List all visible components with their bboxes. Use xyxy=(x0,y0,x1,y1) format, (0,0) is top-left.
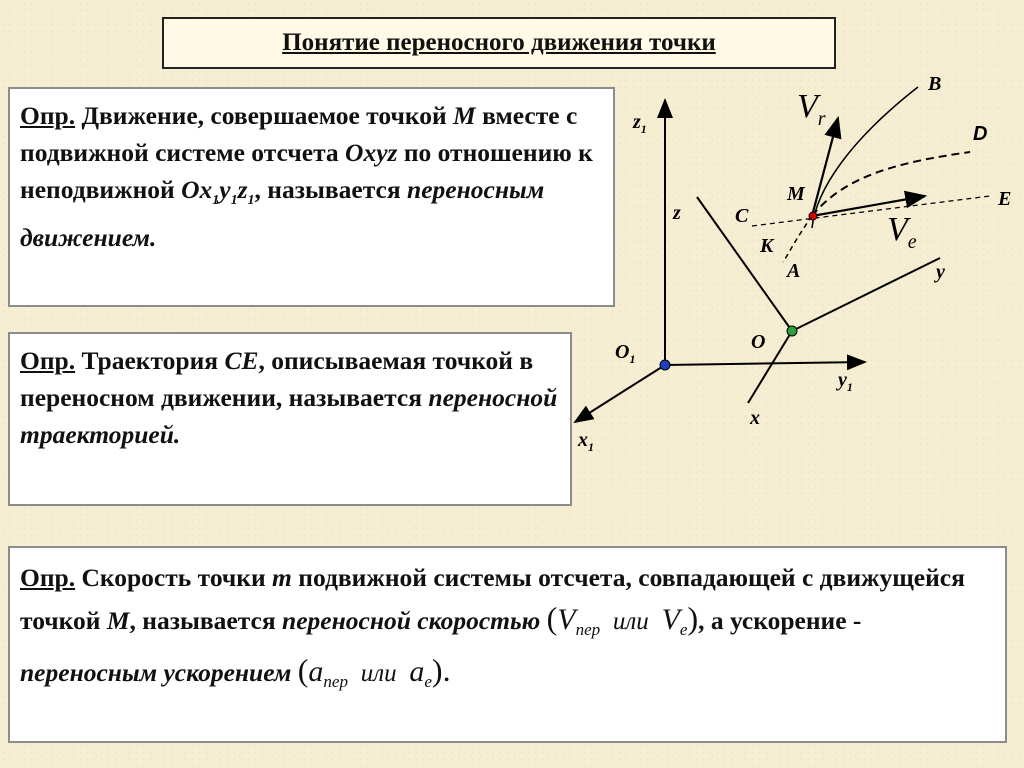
def-subscript: 1 xyxy=(212,193,220,209)
def-text: , называется xyxy=(129,606,283,635)
def-lead: Опр. xyxy=(20,101,76,130)
def-subscript: 1 xyxy=(230,193,238,209)
label-e: E xyxy=(998,188,1012,210)
symbol-a: a xyxy=(409,655,425,688)
paren: ). xyxy=(431,652,451,688)
def-symbol: M xyxy=(106,606,130,635)
definition-box-2 xyxy=(8,332,572,506)
symbol-subscript: пер xyxy=(323,672,348,691)
def-symbol: z xyxy=(237,175,248,204)
label-z1: $z_1$ xyxy=(633,111,647,136)
page-title: Понятие переносного движения точки xyxy=(282,29,716,56)
origin-o-point xyxy=(787,326,797,336)
axis-x1-line xyxy=(575,365,665,422)
def-lead: Опр. xyxy=(20,346,76,375)
word-or: или xyxy=(612,608,649,635)
trajectory-ab-dashed xyxy=(783,216,812,262)
def-term: переносной скоростью xyxy=(282,606,541,635)
label-o1: $O_1$ xyxy=(615,341,636,366)
paren: ) xyxy=(687,600,699,636)
def-text: Траектория xyxy=(75,346,225,375)
definition-box-1 xyxy=(8,87,615,307)
label-x1: $x_1$ xyxy=(578,429,594,454)
def-text: , описываемая точкой в переносном движении, называется xyxy=(20,346,534,412)
label-a: A xyxy=(787,260,801,282)
definition-box-3 xyxy=(8,546,1007,743)
def-text: , а ускорение - xyxy=(698,606,862,635)
symbol-v: V xyxy=(661,603,680,636)
def-symbol: Ox xyxy=(181,175,213,204)
definition-1-text xyxy=(10,89,613,256)
title-box xyxy=(162,17,836,69)
definition-2-text xyxy=(10,334,570,453)
label-z: z xyxy=(673,202,681,224)
label-k: K xyxy=(760,235,774,257)
symbol-subscript: e xyxy=(424,672,432,691)
label-x: x xyxy=(750,407,760,429)
trajectory-md xyxy=(812,152,970,216)
label-o: O xyxy=(751,331,766,353)
label-y: y xyxy=(936,261,945,283)
label-d: D xyxy=(973,123,988,145)
label-m: M xyxy=(787,183,805,205)
def-text: вместе с подвижной системе отсчета xyxy=(20,101,578,167)
def-lead: Опр. xyxy=(20,563,76,592)
def-text: , называется xyxy=(254,175,408,204)
symbol-a: a xyxy=(308,655,324,688)
def-symbol: M xyxy=(453,101,476,130)
def-text: Скорость точки xyxy=(75,563,273,592)
def-term: переносным движением. xyxy=(20,175,545,253)
def-text: подвижной системы отсчета, совпадающей с движущейся точкой xyxy=(20,563,965,635)
def-term: переносным ускорением xyxy=(20,658,292,687)
def-symbol: y xyxy=(219,175,231,204)
axis-y1-line xyxy=(665,362,865,365)
point-m xyxy=(809,212,817,220)
def-symbol: Oxyz xyxy=(345,138,398,167)
def-symbol: CE xyxy=(224,346,259,375)
paren: ( xyxy=(546,600,558,636)
word-or: или xyxy=(360,660,397,687)
symbol-v: V xyxy=(557,603,576,636)
def-text: по отношению к неподвижной xyxy=(20,138,593,204)
symbol-subscript: e xyxy=(679,620,688,639)
def-subscript: 1 xyxy=(247,193,255,209)
definition-3-text xyxy=(10,548,1005,702)
label-c: C xyxy=(735,205,749,227)
def-term: переносной траекторией. xyxy=(20,383,558,449)
label-b: B xyxy=(928,73,942,95)
def-text: Движение, совершаемое точкой xyxy=(75,101,454,130)
symbol-subscript: пер xyxy=(575,620,601,639)
kinematics-diagram xyxy=(560,70,1024,470)
label-ve: $V_e$ xyxy=(887,211,917,253)
label-y1: $y_1$ xyxy=(838,369,853,394)
paren: ( xyxy=(297,652,309,688)
axis-y-line xyxy=(792,258,940,331)
origin-o1-point xyxy=(660,360,670,370)
label-vr: $V_r$ xyxy=(797,88,826,130)
def-symbol: m xyxy=(272,563,292,592)
